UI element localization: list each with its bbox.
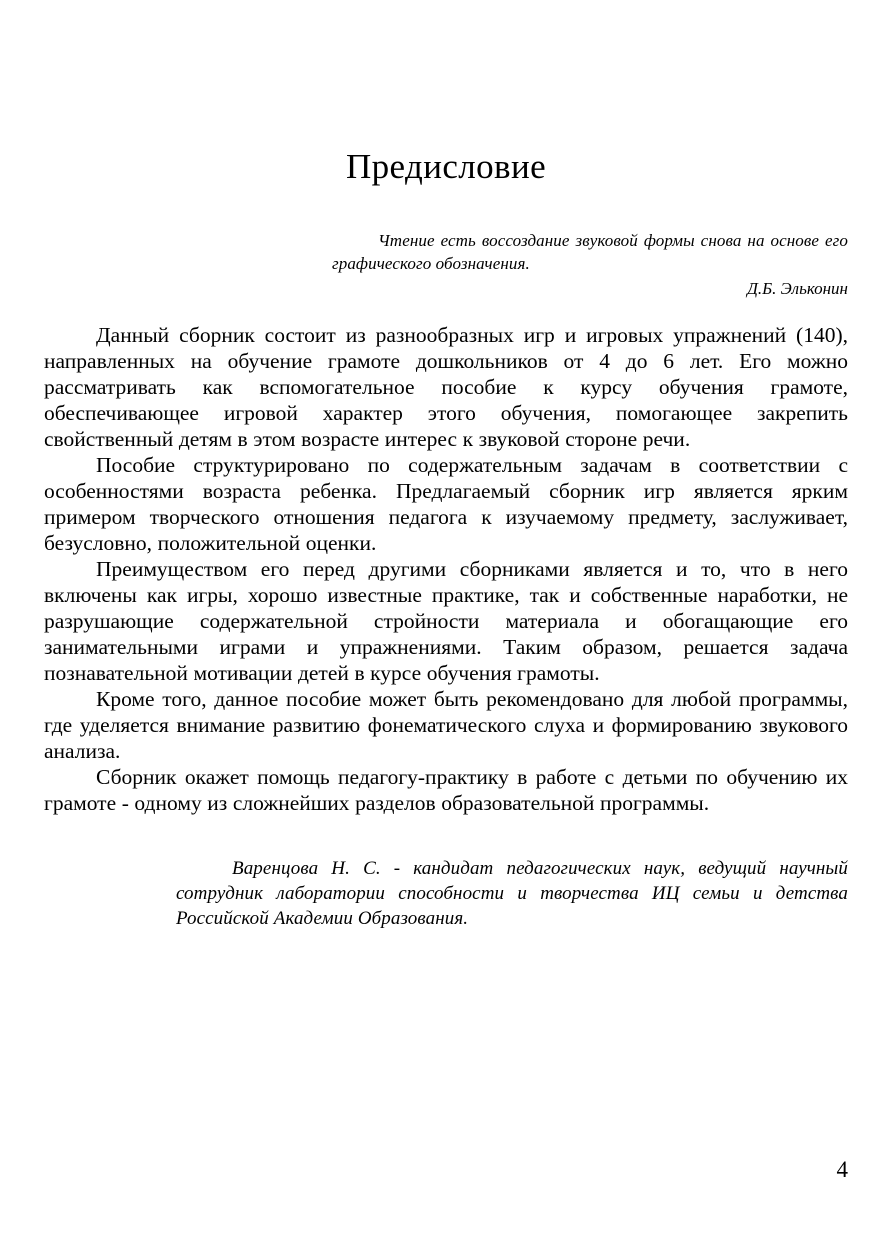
epigraph-author: Д.Б. Эльконин — [747, 278, 848, 298]
body-paragraph: Сборник окажет помощь педагогу-практику в работе с детьми по обучению их грамоте - одному из сложнейших разделов образовательной программы. — [44, 764, 848, 815]
body-paragraph: Преимуществом его перед другими сборниками является и то, что в него включены как игры, хорошо известные практике, так и собственные наработки, не разрушающие содержательной стройности материала и обогащающие его занимательными играми и упражнениями. Таким образом, решается задача познавательной мотивации детей в курсе обучения грамоты. — [44, 556, 848, 685]
body-paragraph: Пособие структурировано по содержательным задачам в соответствии с особенностями возраста ребенка. Предлагаемый сборник игр является ярким примером творческого отношения педагога к изучаемому предмету, заслуживает, безусловно, положительной оценки. — [44, 452, 848, 555]
page-number: 4 — [836, 1157, 848, 1182]
body-paragraph: Кроме того, данное пособие может быть рекомендовано для любой программы, где уделяется внимание развитию фонематического слуха и формированию звукового анализа. — [44, 686, 848, 763]
page-content — [44, 0, 848, 931]
body-text — [44, 322, 848, 816]
page-title: Предисловие — [345, 147, 547, 186]
body-paragraph: Данный сборник состоит из разнообразных игр и игровых упражнений (140), направленных на обучение грамоте дошкольников от 4 до 6 лет. Его можно рассматривать как вспомогательное пособие к курсу обучения грамоте, обеспечивающее игровой характер этого обучения, помогающее закрепить свойственный детям в этом возрасте интерес к звуковой стороне речи. — [44, 322, 848, 451]
epigraph-text: Чтение есть воссоздание звуковой формы снова на основе его графического обозначения. — [332, 230, 848, 273]
author-signature: Варенцова Н. С. - кандидат педагогических наук, ведущий научный сотрудник лаборатории способности и творчества ИЦ семьи и детства Российской Академии Образования. — [176, 857, 848, 929]
